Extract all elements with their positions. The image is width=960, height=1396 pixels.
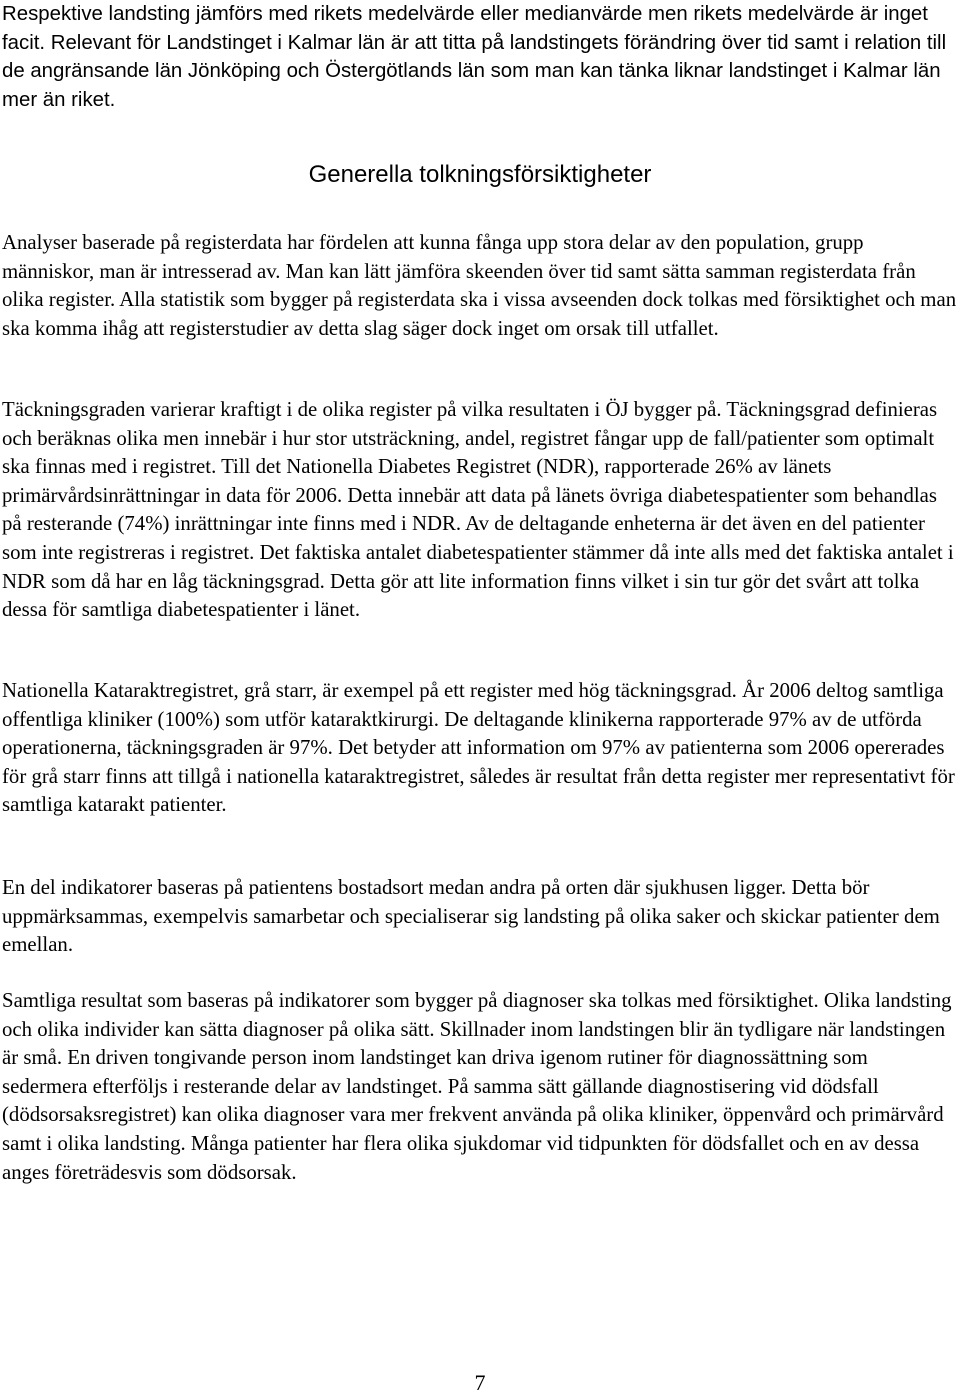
body-paragraph-diagnoser: Samtliga resultat som baseras på indikatorer som bygger på diagnoser ska tolkas med försiktighet. Olika landsting och olika individer kan sätta diagnoser på olika sätt. Skillnader inom landstingen blir än tydligare när landstingen är små. En driven tongivande person inom landstinget kan driva igenom rutiner för diagnossättning som sedermera efterföljs i resterande delar av landstinget. På samma sätt gällande diagnostisering vid dödsfall (dödsorsaksregistret) kan olika diagnoser vara mer frekvent använda på olika kliniker, öppenvård och primärvård samt i olika landsting. Många patienter har flera olika sjukdomar vid tidpunkten för dödsfallet och en av dessa anges företrädesvis som dödsorsak. — [2, 989, 952, 1184]
body-paragraph-bostadsort: En del indikatorer baseras på patientens bostadsort medan andra på orten där sjukhusen ligger. Detta bör uppmärksammas, exempelvis samarbetar och specialiserar sig landsting på olika saker och skickar patienter dem emellan. — [2, 876, 940, 957]
body-paragraph-tackningsgrad: Täckningsgraden varierar kraftigt i de olika register på vilka resultaten i ÖJ bygger på. Täckningsgrad definieras och beräknas olika men innebär i hur stor utsträckning, andel, registret fångar upp de fall/patienter som optimalt ska finnas med i registret. Till det Nationella Diabetes Registret (NDR), rapporterade 26% av länets primärvårdsinrättningar in data för 2006. Detta innebär att data på länets övriga diabetespatienter som behandlas på resterande (74%) inrättningar inte finns med i NDR. Av de deltagande enheterna är det även en del patienter som inte registreras i registret. Det faktiska antalet diabetespatienter stämmer då inte alls med det faktiska antalet i NDR som då har en låg täckningsgrad. Detta gör att lite information finns vilket i sin tur gör det svårt att tolka dessa för samtliga diabetespatienter i länet. — [2, 398, 954, 622]
section-heading: Generella tolkningsförsiktigheter — [308, 161, 652, 188]
body-paragraph-registerdata: Analyser baserade på registerdata har fördelen att kunna fånga upp stora delar av den population, grupp människor, man är intresserad av. Man kan lätt jämföra skeenden över tid samt sätta samman registerdata från olika register. Alla statistik som bygger på registerdata ska i vissa avseenden dock tolkas med försiktighet och man ska komma ihåg att registerstudier av detta slag säger dock inget om orsak till utfallet. — [2, 231, 957, 340]
body-paragraph-katarakt: Nationella Kataraktregistret, grå starr, är exempel på ett register med hög täckningsgrad. År 2006 deltog samtliga offentliga kliniker (100%) som utför kataraktkirurgi. De deltagande klinikerna rapporterade 97% av de utförda operationerna, täckningsgraden är 97%. Det betyder att information om 97% av patienterna som 2006 opererades för grå starr finns att tillgå i nationella kataraktregistret, således är resultat från detta register mer representativt för samtliga katarakt patienter. — [2, 679, 955, 817]
intro-paragraph: Respektive landsting jämförs med rikets medelvärde eller medianvärde men rikets medelvärde är inget facit. Relevant för Landstinget i Kalmar län är att titta på landstingets förändring över tid samt i relation till de angränsande län Jönköping och Östergötlands län som man kan tänka liknar landstinget i Kalmar län mer än riket. — [2, 3, 947, 111]
page-number: 7 — [474, 1370, 486, 1395]
